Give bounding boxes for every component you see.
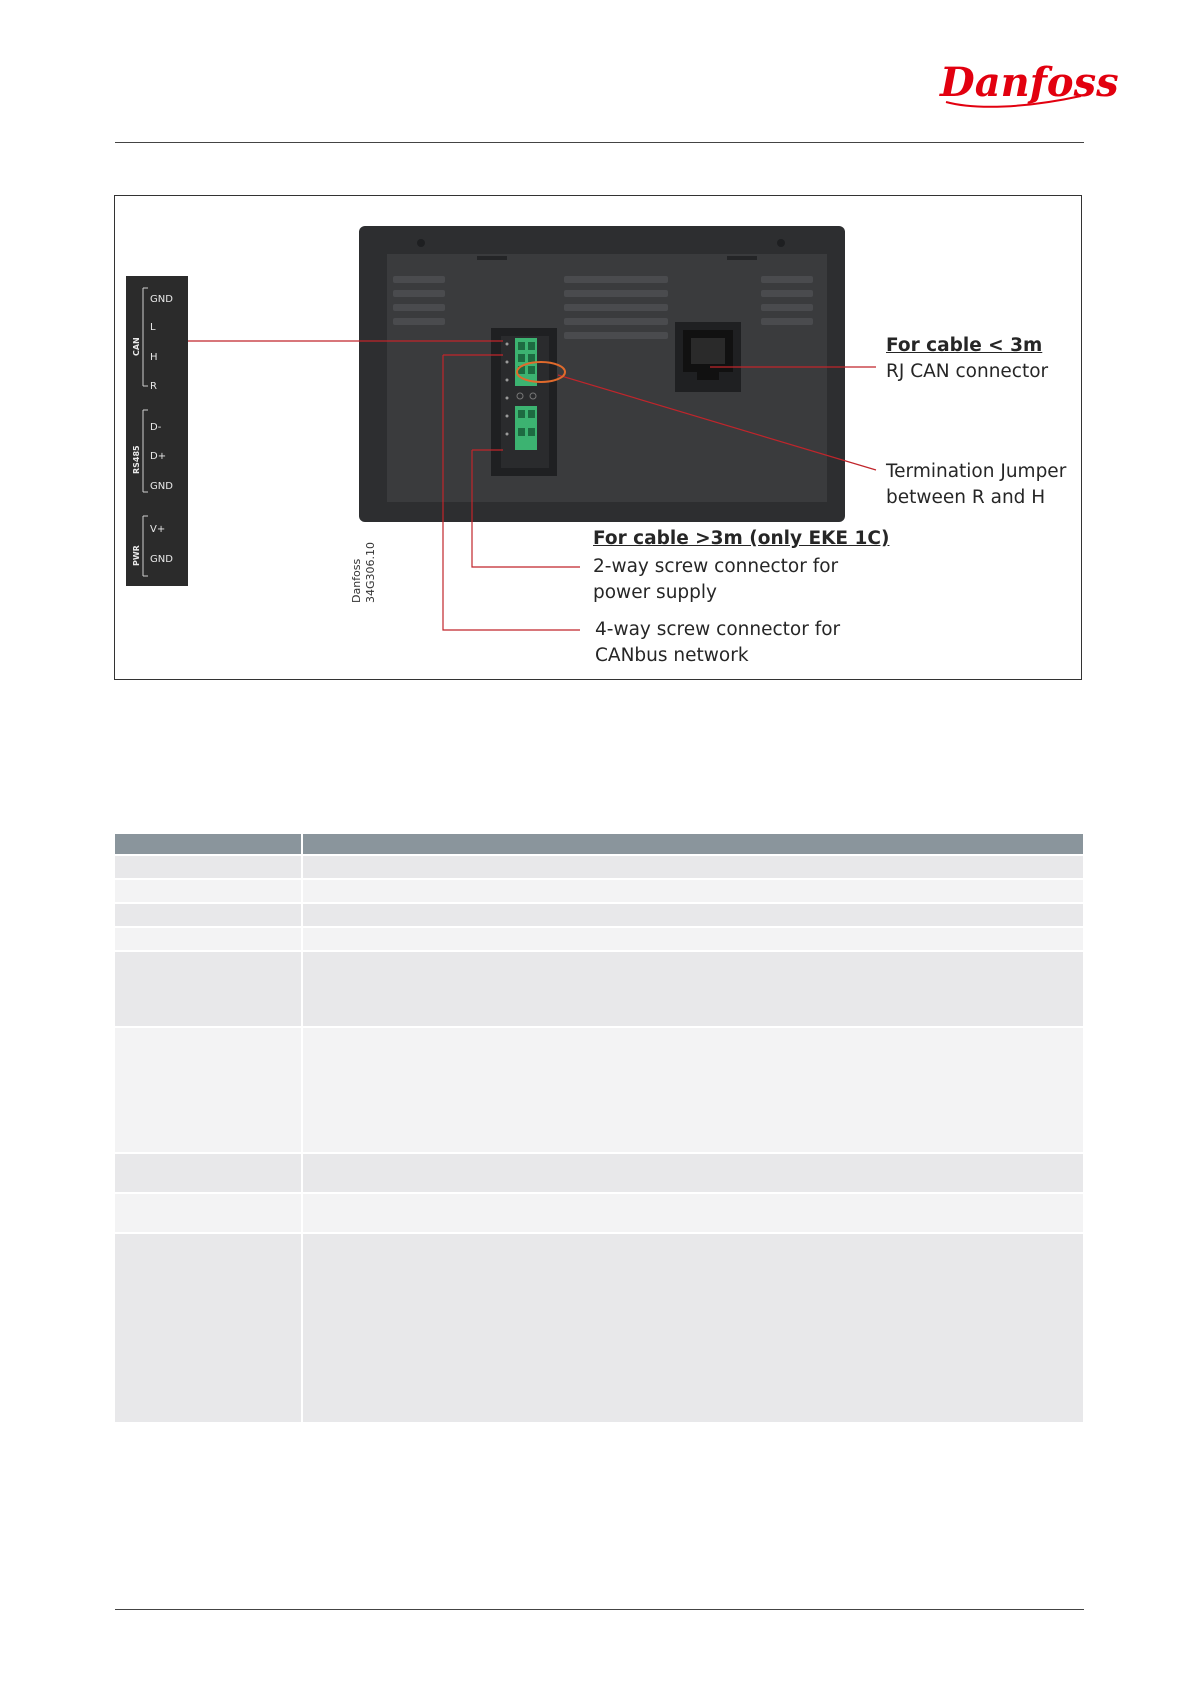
two-way-connector-line2: power supply [593,582,717,603]
pin-label: GND [150,294,173,305]
pin-label: R [150,381,157,392]
header-rule [115,142,1084,143]
connector-label-strip [126,276,188,586]
table-row [115,1194,1083,1232]
drawing-code-line2: 34G306.10 [364,541,377,603]
footer-rule [115,1609,1084,1610]
pin-label: V+ [150,524,166,535]
pin-label: L [150,322,156,333]
danfoss-logo [936,52,1119,114]
pin-label: D+ [150,451,167,462]
termination-label-line2: between R and H [886,487,1046,508]
table-header-cell [115,834,301,854]
logo-text: Danfoss [940,59,1119,106]
group-label-pwr: PWR [132,545,141,566]
pin-label: D- [150,422,162,433]
table-row [115,1234,1083,1422]
short-cable-heading: For cable < 3m [886,335,1043,356]
pin-label: GND [150,481,173,492]
table-row [115,1028,1083,1152]
two-way-connector-line1: 2-way screw connector for [593,556,839,577]
drawing-code-line1: Danfoss [350,558,363,603]
table-row [115,856,1083,878]
four-way-connector-line1: 4-way screw connector for [595,619,841,640]
group-label-can: CAN [132,337,141,356]
table-row [115,952,1083,1026]
table-header [115,834,1083,854]
display-back-panel [357,226,847,522]
table-row [115,904,1083,926]
termination-label-line1: Termination Jumper [886,461,1067,482]
long-cable-heading: For cable >3m (only EKE 1C) [593,528,890,549]
spec-table [115,834,1083,1422]
four-way-connector-line2: CANbus network [595,645,749,666]
pin-label: H [150,352,158,363]
table-header-cell [303,834,1083,854]
table-row [115,1154,1083,1192]
pin-label: GND [150,554,173,565]
table-row [115,928,1083,950]
table-row [115,880,1083,902]
group-label-rs485: RS485 [132,445,141,474]
drawing-code [350,542,378,603]
rj-can-label: RJ CAN connector [886,361,1049,382]
